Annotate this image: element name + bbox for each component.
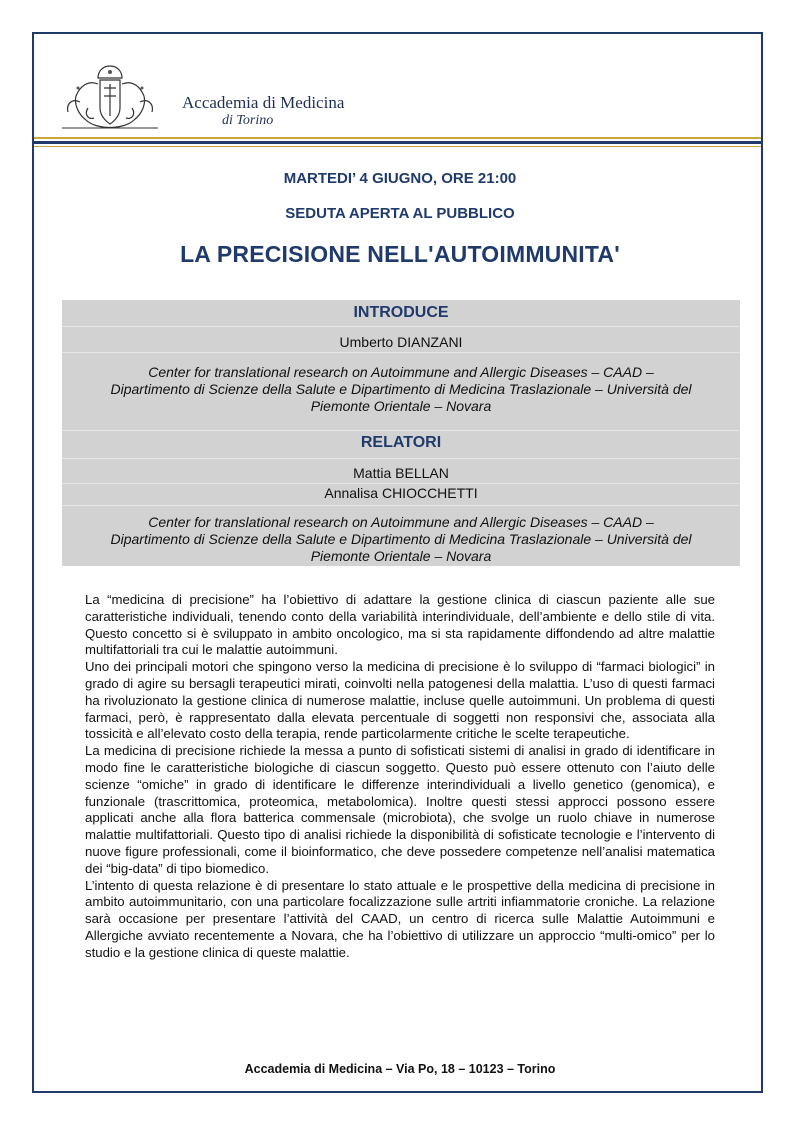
panel-divider <box>62 326 740 327</box>
affiliation-line: Dipartimento di Scienze della Salute e Dipartimento di Medicina Traslazionale – Università del <box>110 531 692 547</box>
abstract-paragraph: Uno dei principali motori che spingono verso la medicina di precisione è lo sviluppo di “farmaci biologici” in grado di agire su bersagli terapeutici mirati, coinvolti nella patogenesi della malattia. L’uso di questi farmaci ha rivoluzionato la gestione clinica di numerose malattie, incluse quelle autoimmuni. Un problema di questi farmaci, però, è rappresentato dalla elevata percentuale di soggetti non responsivi che, associata alla tossicità e all’elevato costo della terapia, rende particolarmente critiche le scelte terapeutiche. <box>85 659 715 742</box>
abstract-paragraph: La “medicina di precisione” ha l’obiettivo di adattare la gestione clinica di ciascun paziente alle sue caratteristiche individuali, tenendo conto della variabilità interindividuale, dell’ambiente e dello stile di vita. Questo concetto si è sviluppato in ambito oncologico, ma si sta rapidamente diffondendo ad altre malattie multifattoriali tra cui le malattie autoimmuni. <box>85 592 715 658</box>
relatori-affiliation <box>62 514 740 565</box>
academy-city: di Torino <box>222 113 274 128</box>
footer-address: Accademia di Medicina – Via Po, 18 – 10123 – Torino <box>244 1062 556 1076</box>
abstract-paragraph: La medicina di precisione richiede la messa a punto di sofisticati sistemi di analisi in grado di identificare in modo fine le caratteristiche biologiche di ciascun soggetto. Questo può essere ottenuto con l’aiuto delle scienze “omiche” in grado di identificare le differenze interindividuali a livello genetico (genomica), e funzionale (trascrittomica, proteomica, metabolomica). Inoltre questi stessi approcci possono essere applicati anche alla flora batterica commensale (microbiota), che svolge un ruolo chiave in numerose malattie multifattoriali. Questo tipo di analisi richiede la disponibilità di sofisticate tecnologie e l’intervento di nuove figure professionali, come il bioinformatico, che deve possedere competenze nell’analisi matematica dei “big-data” di tipo biomedico. <box>85 743 715 876</box>
affiliation-line: Piemonte Orientale – Novara <box>310 398 492 414</box>
event-date: MARTEDI’ 4 GIUGNO, ORE 21:00 <box>283 170 517 187</box>
header-rule-gold-lower <box>34 146 761 147</box>
panel-divider <box>62 352 740 353</box>
header-rule-blue <box>34 141 761 144</box>
introduce-heading: INTRODUCE <box>353 304 449 321</box>
panel-divider <box>62 505 740 506</box>
event-title: LA PRECISIONE NELL'AUTOIMMUNITA' <box>180 241 620 267</box>
introduce-name: Umberto DIANZANI <box>339 334 463 350</box>
abstract-paragraph: L’intento di questa relazione è di presentare lo stato attuale e le prospettive della medicina di precisione in ambito autoimmunitario, con una particolare focalizzazione sulle artriti infiammatorie croniche. La relazione sarà occasione per presentare l’attività del CAAD, un centro di ricerca sulle Malattie Autoimmuni e Allergiche avviato recentemente a Novara, che ha l’obiettivo di utilizzare un approccio “multi-omico” per lo studio e la gestione clinica di queste malattie. <box>85 877 715 960</box>
header-rule-gold <box>34 137 761 139</box>
relatore-name: Mattia BELLAN <box>353 465 449 481</box>
affiliation-line: Center for translational research on Autoimmune and Allergic Diseases – CAAD – <box>148 514 654 530</box>
academy-name: Accademia di Medicina <box>182 93 345 112</box>
panel-divider <box>62 483 740 484</box>
affiliation-line: Center for translational research on Autoimmune and Allergic Diseases – CAAD – <box>148 364 654 380</box>
affiliation-line: Piemonte Orientale – Novara <box>310 548 492 564</box>
event-session: SEDUTA APERTA AL PUBBLICO <box>285 205 515 222</box>
academy-crest-logo <box>58 58 162 138</box>
panel-divider <box>62 430 740 431</box>
panel-divider <box>62 458 740 459</box>
affiliation-line: Dipartimento di Scienze della Salute e Dipartimento di Medicina Traslazionale – Università del <box>110 381 692 397</box>
abstract-text <box>85 592 715 962</box>
introduce-affiliation <box>62 364 740 415</box>
relatore-name: Annalisa CHIOCCHETTI <box>324 485 478 501</box>
relatori-heading: RELATORI <box>360 434 442 451</box>
